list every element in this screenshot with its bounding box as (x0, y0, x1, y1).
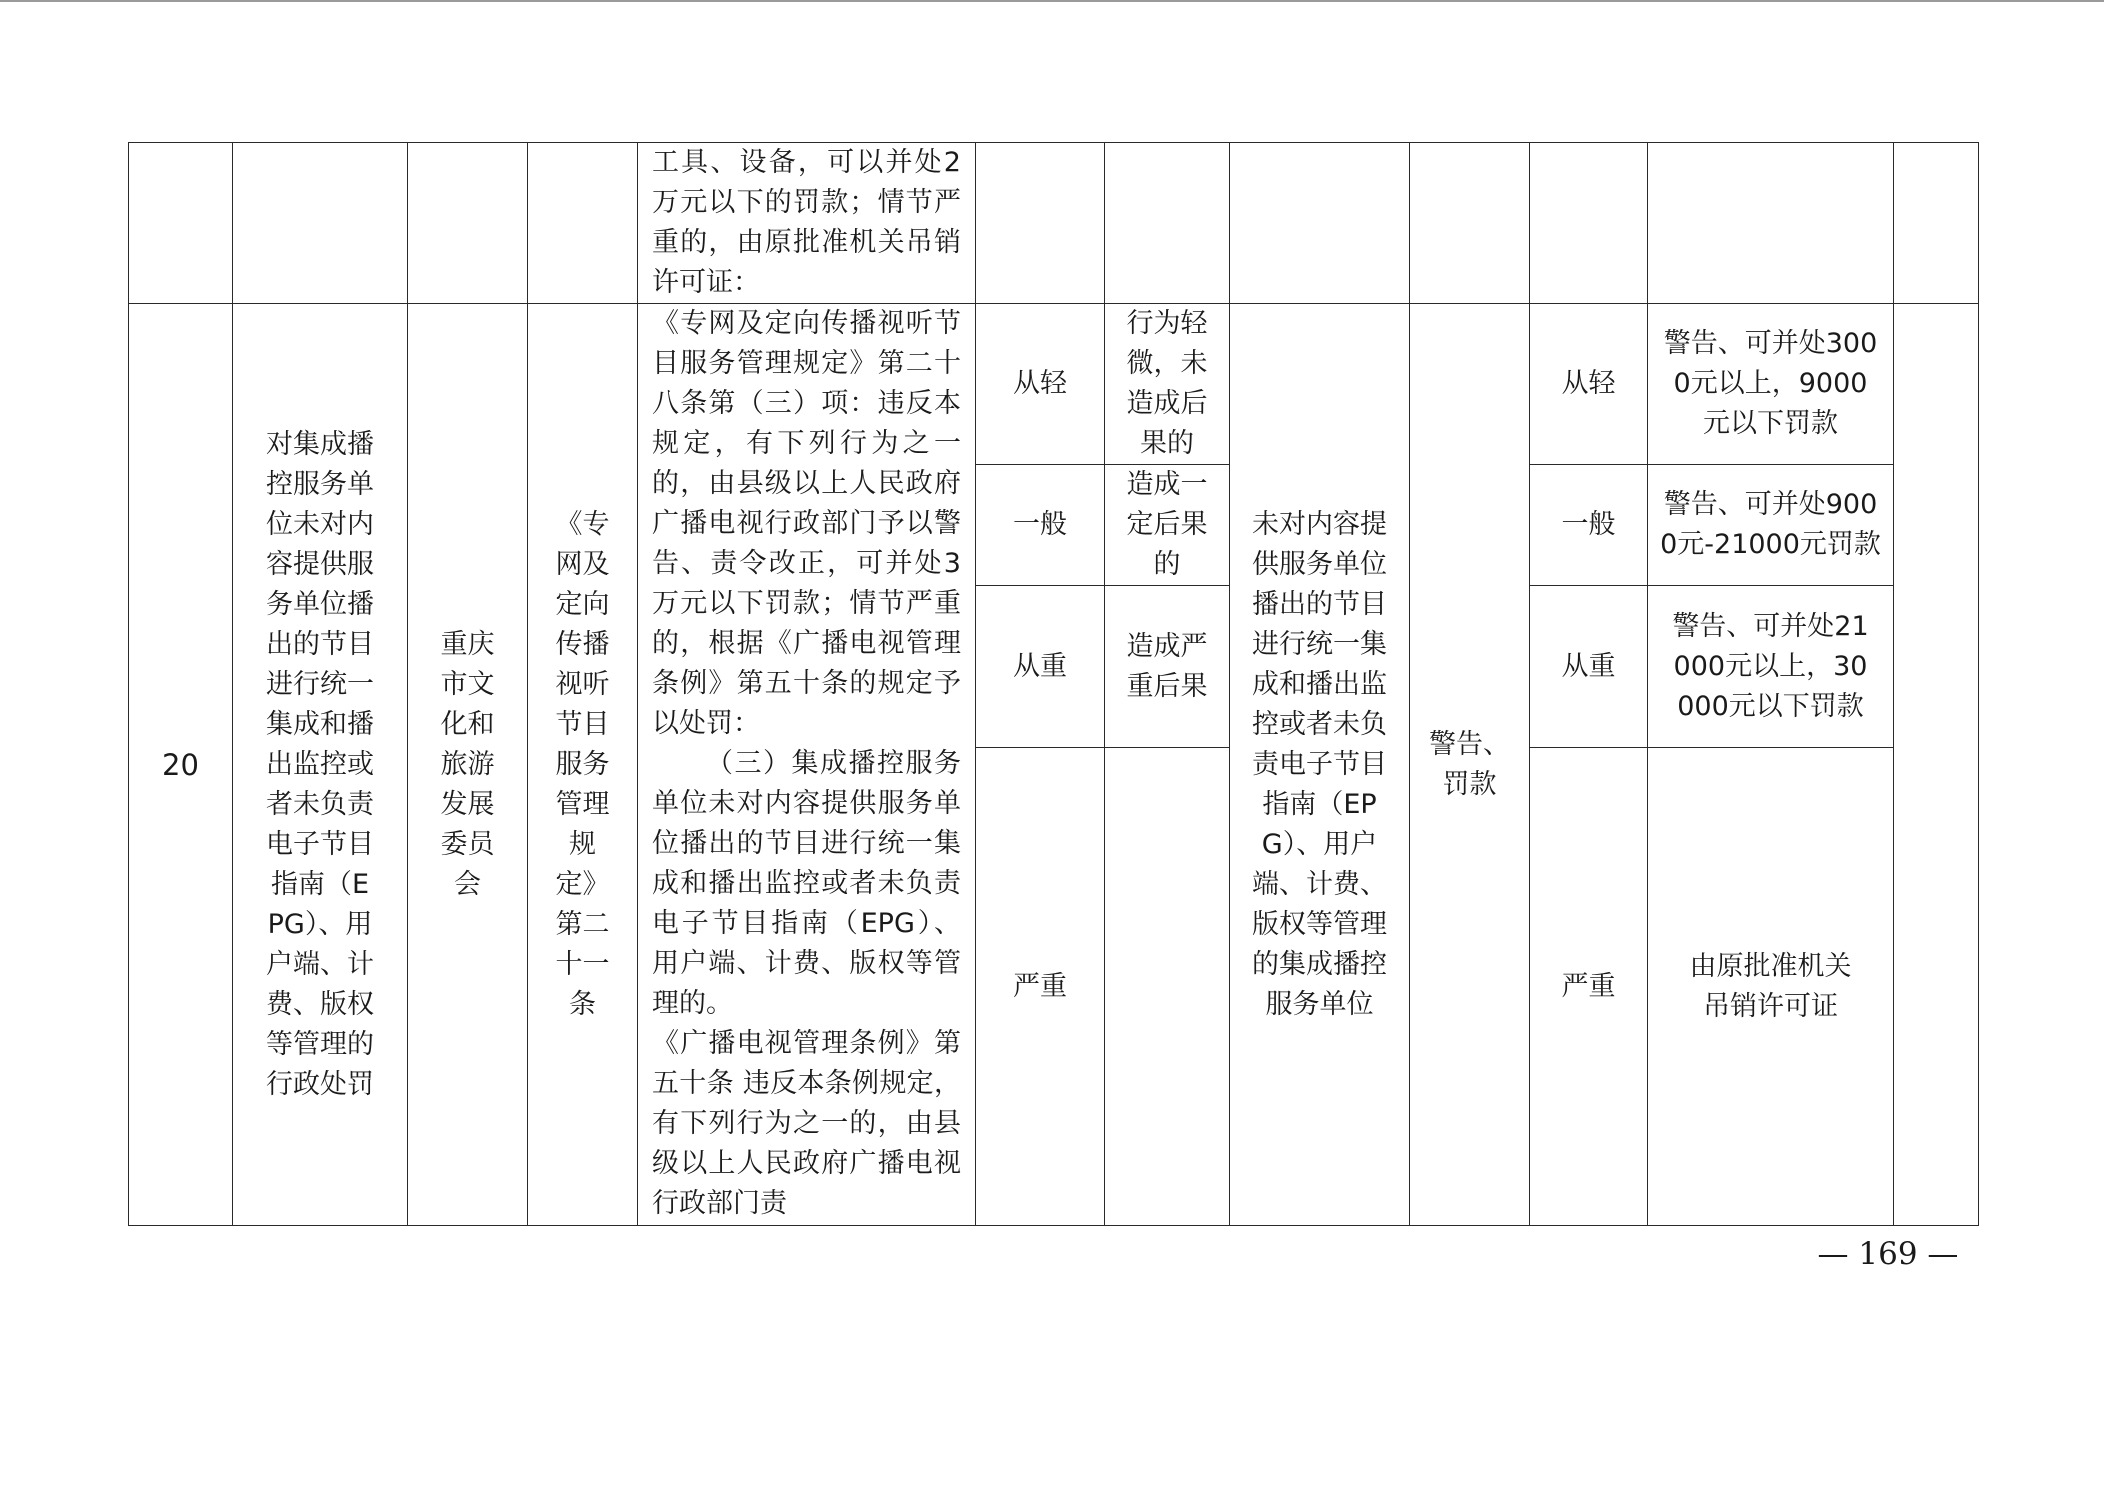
legal-basis (638, 304, 976, 1226)
cell-empty (1410, 143, 1530, 304)
cell-remarks (1894, 304, 1979, 1226)
penalty-standard: 由原批准机关吊销许可证 (1648, 748, 1894, 1226)
discretion-condition: 造成一定后果的 (1105, 465, 1230, 586)
cell-empty (976, 143, 1105, 304)
cell-empty (1105, 143, 1230, 304)
cell-empty (233, 143, 408, 304)
scan-top-edge (0, 0, 2104, 2)
basis-name: 《专网及定向传播视听节目服务管理规定》第二十一条 (528, 304, 638, 1226)
penalty-standard: 警告、可并处3000元以上，9000元以下罚款 (1648, 304, 1894, 465)
penalty-level: 严重 (1530, 748, 1648, 1226)
legal-basis-continued: 工具、设备，可以并处2万元以下的罚款；情节严重的，由原批准机关吊销许可证： (638, 143, 976, 304)
matter-name: 对集成播控服务单位未对内容提供服务单位播出的节目进行统一集成和播出监控或者未负责电子节目指南（EPG）、用户端、计费、版权等管理的行政处罚 (233, 304, 408, 1226)
enforcement-authority: 重庆市文化和旅游发展委员会 (408, 304, 528, 1226)
discretion-level: 一般 (976, 465, 1105, 586)
violation-subject: 未对内容提供服务单位播出的节目进行统一集成和播出监控或者未负责电子节目指南（EPG）、用户端、计费、版权等管理的集成播控服务单位 (1230, 304, 1410, 1226)
discretion-condition (1105, 748, 1230, 1226)
cell-empty (1894, 143, 1979, 304)
penalty-level: 一般 (1530, 465, 1648, 586)
discretion-condition: 造成严重后果 (1105, 586, 1230, 748)
cell-empty (1230, 143, 1410, 304)
cell-empty (408, 143, 528, 304)
table-row-continued (129, 143, 1979, 304)
discretion-condition: 行为轻微，未造成后果的 (1105, 304, 1230, 465)
basis-paragraph-3: 《广播电视管理条例》第五十条 违反本条例规定，有下列行为之一的，由县级以上人民政府广播电视行政部门责 (652, 1028, 961, 1219)
penalty-standard-table (128, 142, 1979, 1226)
table-row-20 (129, 304, 1979, 465)
penalty-type: 警告、罚款 (1410, 304, 1530, 1226)
cell-empty (1648, 143, 1894, 304)
penalty-level: 从重 (1530, 586, 1648, 748)
cell-empty (129, 143, 233, 304)
page-number: — 169 — (1817, 1236, 1959, 1272)
penalty-standard: 警告、可并处21000元以上，30000元以下罚款 (1648, 586, 1894, 748)
cell-empty (1530, 143, 1648, 304)
discretion-level: 从轻 (976, 304, 1105, 465)
basis-paragraph-1: 《专网及定向传播视听节目服务管理规定》第二十八条第（三）项：违反本规定，有下列行为之一的，由县级以上人民政府广播电视行政部门予以警告、责令改正，可并处3万元以下罚款；情节严重的，根据《广播电视管理条例》第五十条的规定予以处罚： (652, 308, 961, 739)
row-number: 20 (129, 304, 233, 1226)
basis-paragraph-2: （三）集成播控服务单位未对内容提供服务单位播出的节目进行统一集成和播出监控或者未负责电子节目指南（EPG）、用户端、计费、版权等管理的。 (652, 748, 961, 1019)
penalty-level: 从轻 (1530, 304, 1648, 465)
cell-empty (528, 143, 638, 304)
penalty-standard: 警告、可并处9000元-21000元罚款 (1648, 465, 1894, 586)
discretion-level: 从重 (976, 586, 1105, 748)
discretion-level: 严重 (976, 748, 1105, 1226)
